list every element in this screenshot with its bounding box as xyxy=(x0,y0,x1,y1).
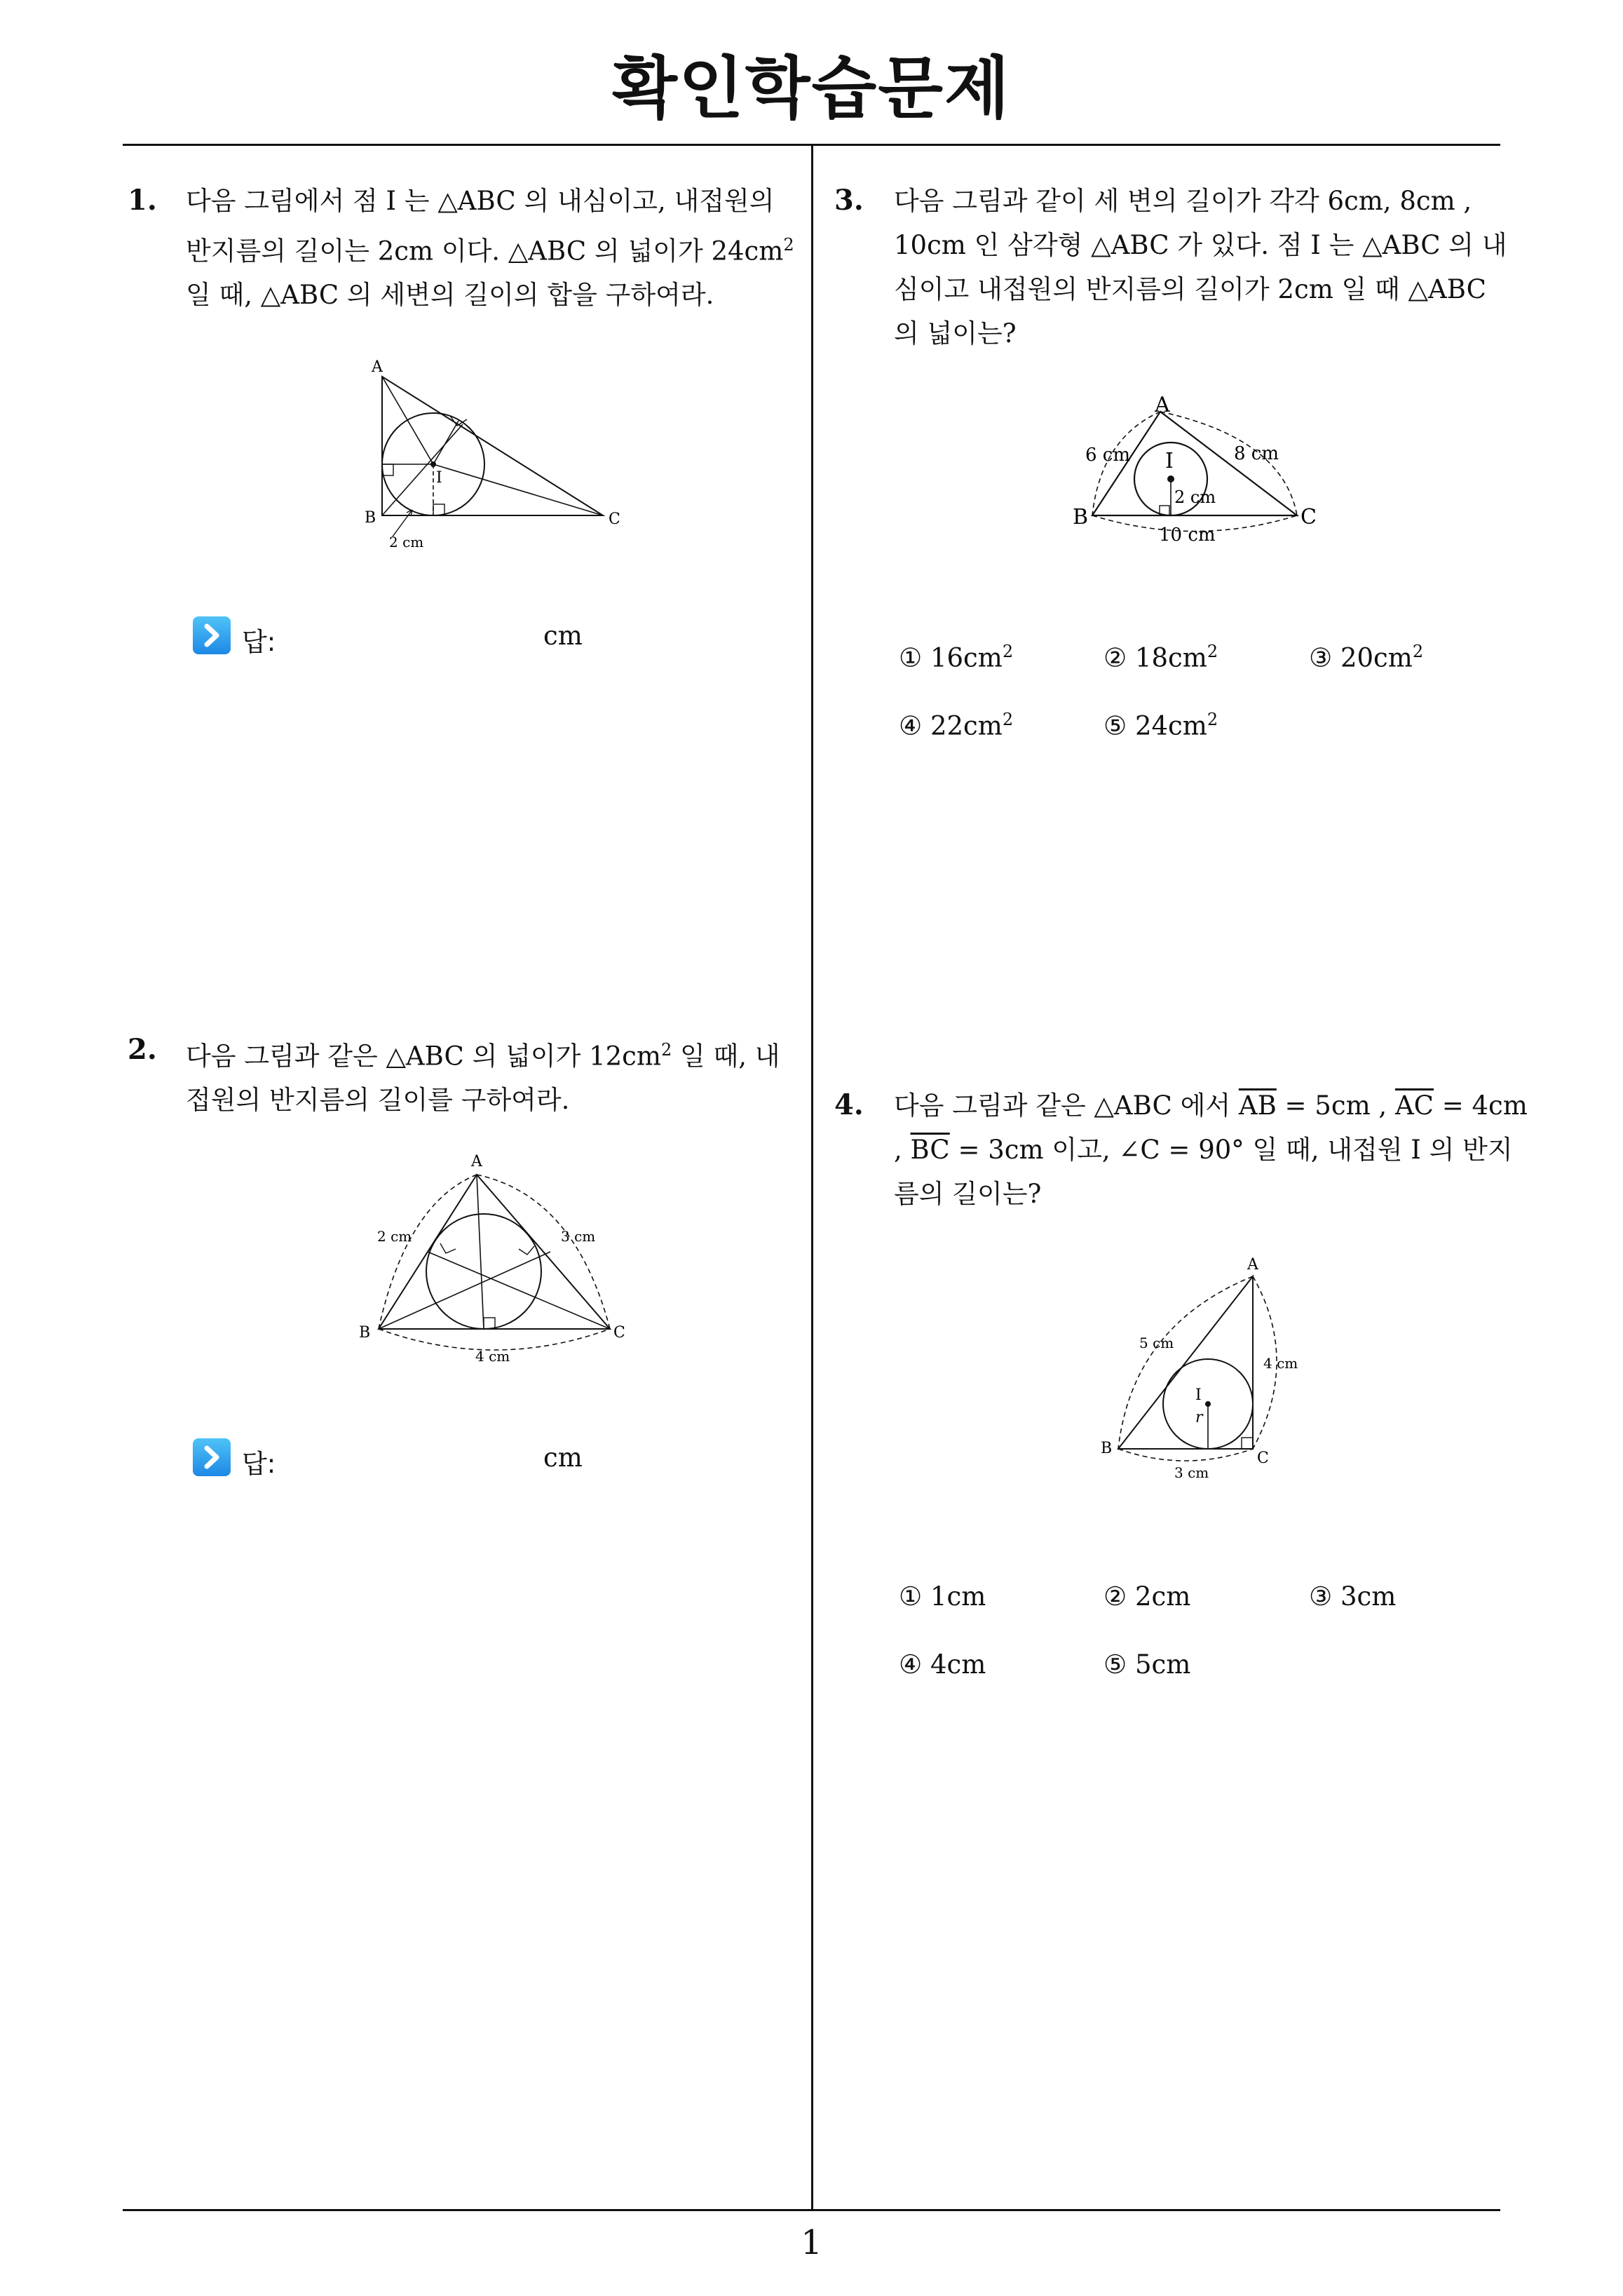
answer-unit: cm xyxy=(543,1443,583,1473)
q4-text xyxy=(894,1083,1528,1216)
choice-text: 24cm xyxy=(1134,710,1207,741)
q2-figure xyxy=(351,1147,652,1378)
q2-fig-B: B xyxy=(359,1324,371,1342)
q1-fig-B: B xyxy=(365,509,376,527)
choice-mark: ⑤ xyxy=(1103,710,1127,741)
q1-line: 반지름의 길이는 2cm 이다. △ABC 의 넓이가 24cm xyxy=(186,236,784,266)
q2-fig-bc: 4 cm xyxy=(475,1348,510,1365)
q3-line: 심이고 내접원의 반지름의 길이가 2cm 일 때 △ABC xyxy=(894,274,1486,304)
answer-arrow-icon xyxy=(193,1438,231,1476)
answer-label: 답: xyxy=(242,1449,276,1479)
q3-fig-A: A xyxy=(1155,393,1170,417)
q3-choice-4[interactable] xyxy=(899,710,1013,741)
choice-text: 2cm xyxy=(1134,1581,1191,1612)
column-divider xyxy=(811,145,813,2210)
q3-line: 의 넓이는? xyxy=(894,318,1017,349)
q2-line: 접원의 반지름의 길이를 구하여라. xyxy=(186,1085,570,1116)
choice-mark: ③ xyxy=(1309,1581,1333,1612)
q4-fig-bc: 3 cm xyxy=(1174,1464,1209,1481)
answer-arrow-icon xyxy=(193,616,231,654)
choice-sup: 2 xyxy=(1002,642,1014,661)
q3-figure xyxy=(1073,389,1339,554)
choice-text: 1cm xyxy=(930,1581,986,1612)
q3-fig-C: C xyxy=(1301,505,1317,529)
answer-label: 답: xyxy=(242,627,276,657)
q4-seg-ab: $\overline{AB}$ xyxy=(1238,1090,1277,1121)
q3-line: 다음 그림과 같이 세 변의 길이가 각각 6cm, 8cm , xyxy=(894,186,1472,216)
q1-fig-C: C xyxy=(609,511,620,528)
choice-text: 18cm xyxy=(1134,642,1207,673)
page-number: 1 xyxy=(801,2223,822,2262)
choice-sup: 2 xyxy=(1412,642,1424,661)
q4-fig-ac: 4 cm xyxy=(1263,1355,1298,1372)
choice-mark: ③ xyxy=(1309,642,1333,673)
q3-fig-ac: 8 cm xyxy=(1234,443,1279,464)
q4-choices xyxy=(899,1581,1474,1687)
q3-fig-I: I xyxy=(1165,449,1174,473)
choice-mark: ④ xyxy=(899,1649,923,1680)
choice-text: 16cm xyxy=(930,642,1003,673)
q3-fig-B: B xyxy=(1073,505,1089,529)
choice-text: 20cm xyxy=(1340,642,1413,673)
q3-number: 3. xyxy=(834,184,864,217)
choice-mark: ① xyxy=(899,1581,923,1612)
choice-mark: ④ xyxy=(899,710,923,741)
q4-choice-5[interactable] xyxy=(1103,1649,1190,1680)
q3-choice-5[interactable] xyxy=(1103,710,1218,741)
choice-text: 4cm xyxy=(930,1649,986,1680)
q1-fig-A: A xyxy=(372,358,383,376)
q4-seg-ac: $\overline{AC}$ xyxy=(1394,1090,1434,1121)
q1-number: 1. xyxy=(128,184,157,217)
choice-text: 5cm xyxy=(1134,1649,1191,1680)
q2-answer xyxy=(193,1443,585,1485)
q4-line: = 3cm 이고, ∠C = 90° 일 때, 내접원 I 의 반지 xyxy=(949,1135,1513,1165)
q3-fig-r: 2 cm xyxy=(1174,487,1216,507)
q2-line: 다음 그림과 같은 △ABC 의 넓이가 12cm xyxy=(186,1041,661,1072)
q3-choices xyxy=(899,642,1474,747)
q3-choice-3[interactable] xyxy=(1309,642,1423,673)
q4-number: 4. xyxy=(834,1088,864,1121)
q1-line: 다음 그림에서 점 I 는 △ABC 의 내심이고, 내접원의 xyxy=(186,186,775,216)
q4-fig-B: B xyxy=(1101,1440,1113,1457)
q1-figure xyxy=(351,347,645,551)
q3-text xyxy=(894,179,1507,356)
q1-answer xyxy=(193,621,585,663)
q3-choice-2[interactable] xyxy=(1103,642,1218,673)
answer-unit: cm xyxy=(543,621,583,651)
q2-fig-ac: 3 cm xyxy=(561,1228,596,1245)
choice-sup: 2 xyxy=(1207,642,1218,661)
q4-choice-1[interactable] xyxy=(899,1581,986,1612)
q4-line: 름의 길이는? xyxy=(894,1179,1042,1209)
footer-rule xyxy=(123,2209,1500,2211)
q4-fig-r: r xyxy=(1195,1409,1203,1426)
q1-text xyxy=(186,179,794,317)
q4-choice-4[interactable] xyxy=(899,1649,986,1680)
choice-mark: ② xyxy=(1103,1581,1127,1612)
q4-seg-bc: $\overline{BC}$ xyxy=(910,1135,950,1165)
q1-fig-I: I xyxy=(436,469,442,487)
q3-fig-bc: 10 cm xyxy=(1159,525,1216,546)
choice-mark: ② xyxy=(1103,642,1127,673)
q4-line: = 4cm xyxy=(1433,1090,1528,1121)
page-title: 확인학습문제 xyxy=(612,49,1011,128)
choice-text: 22cm xyxy=(930,710,1003,741)
q4-choice-2[interactable] xyxy=(1103,1581,1190,1612)
q3-fig-ab: 6 cm xyxy=(1085,445,1131,466)
choice-sup: 2 xyxy=(1207,710,1218,729)
choice-text: 3cm xyxy=(1340,1581,1397,1612)
q4-choice-3[interactable] xyxy=(1309,1581,1396,1612)
q2-fig-C: C xyxy=(613,1324,625,1342)
q2-fig-A: A xyxy=(471,1153,482,1170)
choice-mark: ⑤ xyxy=(1103,1649,1127,1680)
q2-fig-ab: 2 cm xyxy=(377,1228,412,1245)
q2-text xyxy=(186,1028,780,1122)
q4-line: , xyxy=(894,1135,911,1165)
q1-line: 일 때, △ABC 의 세변의 길이의 합을 구하여라. xyxy=(186,280,714,311)
q4-fig-C: C xyxy=(1257,1450,1269,1467)
q2-line: 일 때, 내 xyxy=(672,1041,780,1072)
q3-choice-1[interactable] xyxy=(899,642,1013,673)
choice-mark: ① xyxy=(899,642,923,673)
q1-fig-r: 2 cm xyxy=(389,534,424,551)
q4-fig-A: A xyxy=(1247,1256,1258,1274)
q4-line: 다음 그림과 같은 △ABC 에서 xyxy=(894,1090,1239,1121)
q4-fig-ab: 5 cm xyxy=(1139,1335,1174,1351)
choice-sup: 2 xyxy=(1002,710,1014,729)
q2-sup: 2 xyxy=(660,1040,672,1060)
q4-figure xyxy=(1090,1248,1329,1487)
q3-line: 10cm 인 삼각형 △ABC 가 있다. 점 I 는 △ABC 의 내 xyxy=(894,230,1507,260)
q4-line: = 5cm , xyxy=(1276,1090,1395,1121)
q4-fig-I: I xyxy=(1195,1386,1202,1404)
q2-number: 2. xyxy=(128,1033,157,1066)
q1-sup: 2 xyxy=(783,235,794,255)
